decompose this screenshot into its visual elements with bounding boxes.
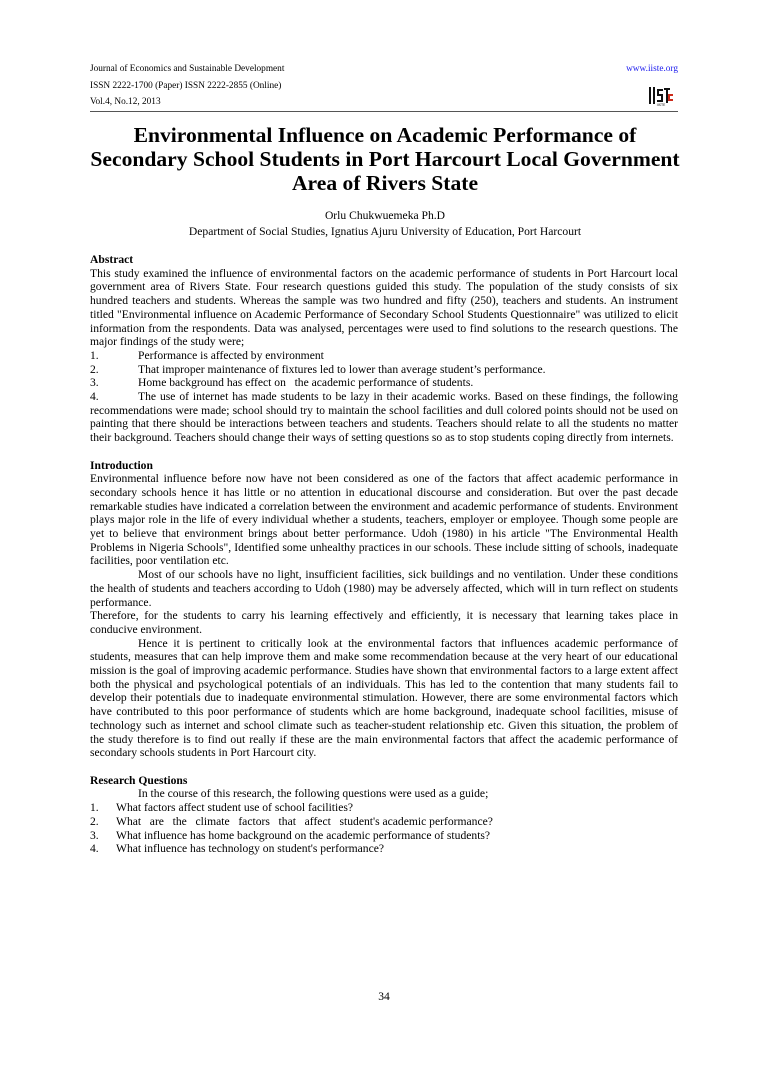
research-question <box>90 829 678 843</box>
finding-item <box>90 349 678 363</box>
finding-number: 3. <box>90 376 99 390</box>
iiste-logo <box>648 85 674 106</box>
intro-paragraph-1: Environmental influence before now have not been considered as one of the factors that affect academic performance in secondary schools hence it has little or no attention in educational discourse and consideration. But over the past decade remarkable studies have indicated a correlation between the environment and academic performance of students. Environment plays major role in the life of every individual whether a students, teachers, employer or employee. Though some people are yet to believe that environment brings about better performance. Udoh (1980) in his article "The Environmental Health Problems in Nigeria Schools", Identified some unhealthy practices in our schools. These include sitting of schools, inadequate facilities, poor ventilation etc. <box>90 472 678 568</box>
research-question <box>90 815 678 829</box>
question-number: 4. <box>90 842 99 856</box>
finding-number: 4. <box>90 390 99 404</box>
finding-text: Performance is affected by environment <box>138 348 324 362</box>
paper-title: Environmental Influence on Academic Performance of Secondary School Students in Port Harcourt Local Government Area of Rivers State <box>90 123 680 195</box>
finding-number: 1. <box>90 348 99 362</box>
journal-issn: ISSN 2222-1700 (Paper) ISSN 2222-2855 (Online) <box>90 80 282 91</box>
question-text: What are the climate factors that affect student's academic performance? <box>116 814 493 828</box>
journal-url-link[interactable]: www.iiste.org <box>626 64 678 74</box>
logo-wordmark: IISTE <box>656 103 666 106</box>
intro-paragraph-2: Most of our schools have no light, insufficient facilities, sick buildings and no ventilation. Under these conditions the health of students and teachers according to Udoh (1980) may be adversely affected, which will in turn reflect on students performance. <box>90 568 678 609</box>
finding-item <box>90 363 678 377</box>
finding-item <box>90 390 678 445</box>
abstract-text: This study examined the influence of environmental factors on the academic performance of students in Port Harcourt local government area of Rivers State. Four research questions guided this study. The population of the study consists of six hundred teachers and students. Whereas the sample was two hundred and fifty (250), teachers and students. An instrument titled "Environmental influence on Academic Performance of Secondary School Students Questionnaire" was utilized to elicit information from the respondents. Data was analysed, percentages were used to find solutions to the research questions. The major findings of the study were; <box>90 266 678 349</box>
journal-name: Journal of Economics and Sustainable Development <box>90 64 285 74</box>
header-divider <box>90 111 678 112</box>
introduction-heading: Introduction <box>90 458 153 472</box>
finding-item <box>90 376 678 390</box>
question-number: 1. <box>90 801 99 815</box>
question-number: 3. <box>90 828 99 842</box>
author-name: Orlu Chukwuemeka Ph.D <box>324 209 446 222</box>
page-number: 34 <box>378 990 390 1003</box>
research-question <box>90 801 678 815</box>
research-questions-intro: In the course of this research, the following questions were used as a guide; <box>138 787 489 801</box>
finding-text: Home background has effect on the academic performance of students. <box>138 376 474 390</box>
finding-text: That improper maintenance of fixtures led to lower than average student’s performance. <box>138 362 546 376</box>
abstract-heading: Abstract <box>90 253 134 266</box>
question-text: What influence has home background on the academic performance of students? <box>116 828 491 842</box>
journal-header <box>90 61 678 111</box>
question-text: What factors affect student use of school facilities? <box>116 801 354 815</box>
finding-number: 2. <box>90 362 99 376</box>
research-questions-heading: Research Questions <box>90 773 188 787</box>
research-question <box>90 842 678 856</box>
finding-text: The use of internet has made students to be lazy in their academic works. Based on these findings, the following recommendations were made; school should try to maintain the school facilities and dull colored points should not be used on painting that there should be interactions between teachers and students. Teachers should relate to all the students no matter their background. Teachers should change their ways of setting questions so as to stop students coping directly from internets. <box>90 390 678 445</box>
author-affiliation: Department of Social Studies, Ignatius Ajuru University of Education, Port Harcourt <box>188 225 582 238</box>
paper-body <box>90 253 678 856</box>
question-text: What influence has technology on student's performance? <box>116 842 385 856</box>
intro-paragraph-3: Therefore, for the students to carry his learning effectively and efficiently, it is necessary that learning takes place in conducive environment. <box>90 609 678 636</box>
question-number: 2. <box>90 814 99 828</box>
journal-volume: Vol.4, No.12, 2013 <box>90 97 161 107</box>
intro-paragraph-4: Hence it is pertinent to critically look at the environmental factors that influences academic performance of students, measures that can help improve them and make some recommendation because at the very heart of our educational mission is the goal of improving academic performance. Studies have shown that environmental factors to a large extent affect both the physical and psychological potentials of an individuals. This has led to the contention that many students fail to develop their potentials due to inadequate environmental stimulation. However, there are some environmental factors which have contributed to this poor performance of students which are home background, inadequate school facilities, misuse of technology such as internet and school climate such as teacher-student relationship etc. Given this situation, the problem of the study therefore is to find out really if these are the main environmental factors that affect the academic performance of secondary schools students in Port Harcourt city. <box>90 636 678 760</box>
